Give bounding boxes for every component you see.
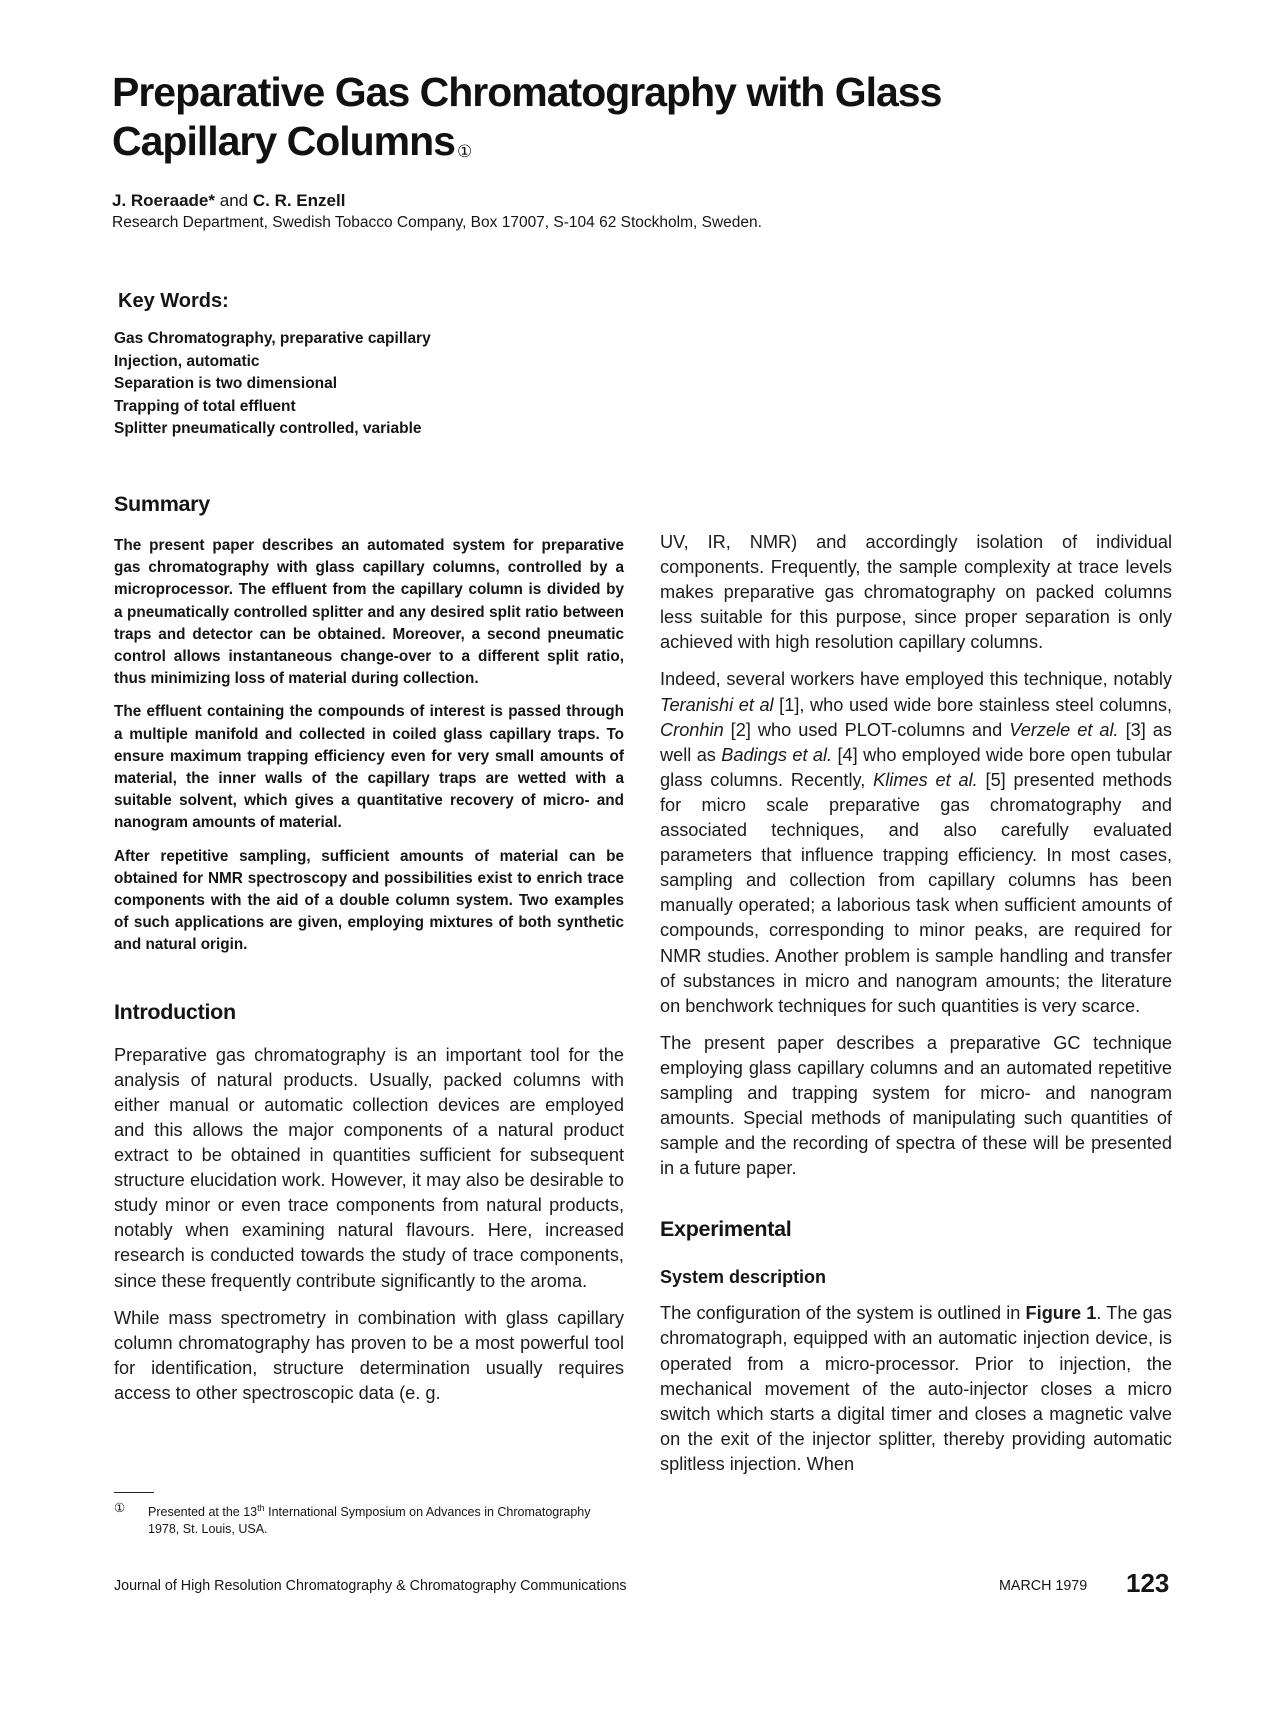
issue-date: MARCH 1979 [999, 1578, 1088, 1594]
footnote [114, 1500, 614, 1538]
page-number: 123 [1126, 1568, 1170, 1598]
citation-author: Cronhin [660, 719, 724, 740]
citation-author: Badings et al. [721, 744, 833, 765]
author-conjunction: and [219, 191, 249, 210]
citation-author: Klimes et al. [873, 769, 978, 790]
title-footnote-mark: ① [456, 142, 472, 161]
summary-paragraph: After repetitive sampling, sufficient amounts of material can be obtained for NMR spectroscopy and possibilities exist to enrich trace components with the aid of a double column system. Two examples of such applications are given, employing mixtures of both synthetic and natural origin. [114, 847, 624, 954]
citation-author: Teranishi et al [660, 694, 774, 715]
introduction-right-text [660, 530, 1172, 1181]
keywords-heading: Key Words: [118, 290, 229, 312]
body-paragraph: UV, IR, NMR) and accordingly isolation of individual components. Frequently, the sample complexity at trace levels makes preparative gas chromatography on packed columns less suitable for this purpose, since proper separation is only achieved with high resolution capillary columns. [660, 532, 1172, 653]
author-1: J. Roeraade* [112, 191, 215, 210]
experimental-heading: Experimental [660, 1217, 792, 1242]
journal-name: Journal of High Resolution Chromatography & Chromatography Communications [114, 1578, 627, 1594]
summary-paragraph: The effluent containing the compounds of interest is passed through a multiple manifold and collected in coiled glass capillary traps. To ensure maximum trapping efficiency even for very small amounts of material, the inner walls of the capillary traps are wetted with a suitable solvent, which gives a quantitative recovery of micro- and nanogram amounts of material. [114, 703, 624, 832]
keyword-item: Separation is two dimensional [114, 375, 338, 392]
keyword-item: Splitter pneumatically controlled, variable [114, 420, 422, 437]
body-paragraph: The configuration of the system is outlined in Figure 1. The gas chromatograph, equipped with an automatic injection device, is operated from a micro-processor. Prior to injection, the mechanical movement of the auto-injector closes a micro switch which starts a digital timer and closes a magnetic valve on the exit of the injector splitter, thereby providing automatic splitless injection. When [660, 1303, 1172, 1474]
keyword-item: Trapping of total effluent [114, 397, 296, 415]
page-footer [114, 1568, 1174, 1602]
body-paragraph: Indeed, several workers have employed this technique, notably Teranishi et al [1], who used wide bore stainless steel columns, Cronhin [2] who used PLOT-columns and Verzele et al. [3] as well as Badings et al. [4] who employed wide bore open tubular glass columns. Recently, Klimes et al. [5] presented methods for micro scale preparative gas chromatography and associated techniques, and also carefully evaluated parameters that influence trapping efficiency. In most cases, sampling and collection from capillary columns has been manually operated; a laborious task when sufficient amounts of compounds, corresponding to minor peaks, are required for NMR studies. Another problem is sample handling and transfer of substances in micro and nanogram amounts; the literature on benchwork techniques for such quantities is very scarce. [660, 669, 1173, 1016]
footnote-divider [114, 1492, 154, 1493]
summary-heading: Summary [114, 492, 210, 516]
keywords-list [114, 328, 431, 441]
footnote-text: Presented at the 13th International Symposium on Advances in Chromatography 1978, St. Louis, USA. [148, 1503, 591, 1537]
right-column [660, 530, 1172, 1489]
paper-title: Preparative Gas Chromatography with Glass Capillary Columns ① [112, 69, 942, 164]
citation-author: Verzele et al. [1009, 719, 1119, 740]
author-2: C. R. Enzell [252, 191, 346, 210]
author-line [112, 190, 345, 212]
summary-section [114, 535, 624, 957]
figure-reference: Figure 1 [1025, 1303, 1097, 1324]
introduction-left-text [114, 1043, 624, 1406]
body-paragraph: The present paper describes a preparative GC technique employing glass capillary columns and an automated repetitive sampling and trapping system for micro- and nanogram amounts. Special methods of manipulating such quantities of sample and the recording of spectra of these will be presented in a future paper. [660, 1032, 1172, 1179]
body-paragraph: While mass spectrometry in combination with glass capillary column chromatography has proven to be a most powerful tool for identification, structure determination usually requires access to other spectroscopic data (e. g. [114, 1307, 624, 1403]
keyword-item: Injection, automatic [114, 352, 260, 370]
body-paragraph: Preparative gas chromatography is an important tool for the analysis of natural products. Usually, packed columns with either manual or automatic collection devices are employed and this allows the major components of a natural product extract to be obtained in quantities sufficient for subsequent structure elucidation work. However, it may also be desirable to study minor or even trace components from natural products, notably when examining natural flavours. Here, increased research is conducted towards the study of trace components, since these frequently contribute significantly to the aroma. [114, 1044, 624, 1291]
left-column [114, 490, 624, 1418]
summary-paragraph: The present paper describes an automated system for preparative gas chromatography with glass capillary columns, controlled by a microprocessor. The effluent from the capillary column is divided by a pneumatically controlled splitter and any desired split ratio between traps and detector can be obtained. Moreover, a second pneumatic control allows instantaneous change-over to a different split ratio, thus minimizing loss of material during collection. [114, 537, 624, 688]
experimental-text [660, 1301, 1172, 1477]
keyword-item: Gas Chromatography, preparative capillary [114, 330, 431, 347]
introduction-heading: Introduction [114, 999, 236, 1024]
footnote-mark: ① [114, 1501, 126, 1515]
affiliation: Research Department, Swedish Tobacco Company, Box 17007, S-104 62 Stockholm, Sweden. [112, 214, 762, 231]
system-description-subheading: System description [660, 1267, 827, 1288]
